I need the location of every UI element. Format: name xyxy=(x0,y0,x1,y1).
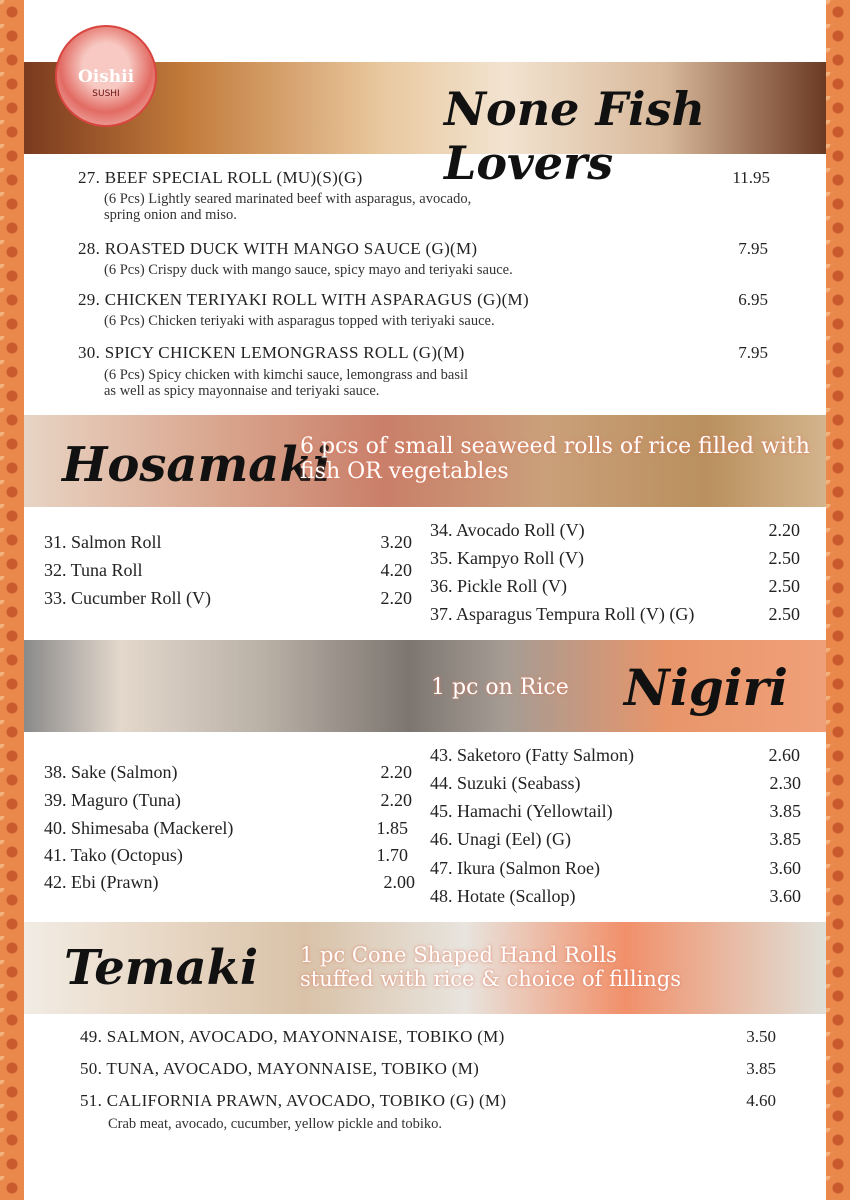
section-title-hosamaki: Hosamaki xyxy=(62,437,331,493)
menu-item-description: (6 Pcs) Spicy chicken with kimchi sauce, lemongrass and basil xyxy=(104,367,469,383)
menu-item-name: 40. Shimesaba (Mackerel) xyxy=(44,818,234,838)
menu-item-description: (6 Pcs) Crispy duck with mango sauce, spicy mayo and teriyaki sauce. xyxy=(104,262,513,278)
menu-item-name: 42. Ebi (Prawn) xyxy=(44,872,159,892)
menu-item-description: Crab meat, avocado, cucumber, yellow pickle and tobiko. xyxy=(108,1116,443,1132)
menu-item-price: 3.85 xyxy=(769,829,801,849)
menu-item-name: 49. SALMON, AVOCADO, MAYONNAISE, TOBIKO (M) xyxy=(80,1027,505,1046)
menu-item-name: 34. Avocado Roll (V) xyxy=(430,520,585,540)
menu-item-price: 2.50 xyxy=(768,576,800,596)
logo-name: Oishii xyxy=(77,67,135,87)
menu-item-name: 44. Suzuki (Seabass) xyxy=(430,773,581,793)
menu-item-description: as well as spicy mayonnaise and teriyaki sauce. xyxy=(104,383,380,399)
menu-item-name: 38. Sake (Salmon) xyxy=(44,762,178,782)
menu-item-name: 29. CHICKEN TERIYAKI ROLL WITH ASPARAGUS (G)(M) xyxy=(78,290,529,309)
menu-item-price: 2.00 xyxy=(383,872,415,892)
section-subtitle-line2: stuffed with rice & choice of fillings xyxy=(300,967,682,991)
menu-item-name: 43. Saketoro (Fatty Salmon) xyxy=(430,745,634,765)
menu-item-name: 35. Kampyo Roll (V) xyxy=(430,548,584,568)
menu-item-name: 39. Maguro (Tuna) xyxy=(44,790,181,810)
section-title-temaki: Temaki xyxy=(64,940,259,996)
menu-item-price: 2.50 xyxy=(768,604,800,624)
restaurant-logo xyxy=(55,25,157,127)
banner-nigiri xyxy=(24,640,826,732)
menu-item-price: 3.50 xyxy=(746,1027,776,1046)
menu-item-name: 36. Pickle Roll (V) xyxy=(430,576,567,596)
menu-item-price: 3.60 xyxy=(769,886,801,906)
menu-item-price: 2.20 xyxy=(380,762,412,782)
menu-item-price: 2.20 xyxy=(380,588,412,608)
section-subtitle: 1 pc on Rice xyxy=(431,675,569,700)
section-title-none-fish-lovers: None Fish Lovers xyxy=(444,82,705,190)
menu-item-price: 6.95 xyxy=(738,290,768,309)
menu-item-description: spring onion and miso. xyxy=(104,207,237,223)
menu-item-price: 2.20 xyxy=(768,520,800,540)
menu-item-price: 7.95 xyxy=(738,343,768,362)
menu-item-price: 11.95 xyxy=(732,168,770,187)
menu-item-price: 3.60 xyxy=(769,858,801,878)
menu-item-description: (6 Pcs) Lightly seared marinated beef with asparagus, avocado, xyxy=(104,191,472,207)
menu-item-name: 30. SPICY CHICKEN LEMONGRASS ROLL (G)(M) xyxy=(78,343,465,362)
logo-sub: SUSHI xyxy=(92,89,120,99)
menu-item-name: 37. Asparagus Tempura Roll (V) (G) xyxy=(430,604,695,624)
menu-item-name: 41. Tako (Octopus) xyxy=(44,845,183,865)
menu-item-name: 28. ROASTED DUCK WITH MANGO SAUCE (G)(M) xyxy=(78,239,478,258)
menu-item-price: 2.60 xyxy=(768,745,800,765)
menu-item-price: 4.20 xyxy=(380,560,412,580)
menu-item-price: 2.50 xyxy=(768,548,800,568)
banner-hosamaki xyxy=(24,415,826,507)
menu-item-price: 3.20 xyxy=(380,532,412,552)
menu-item-name: 31. Salmon Roll xyxy=(44,532,162,552)
menu-item-price: 4.60 xyxy=(746,1091,776,1110)
section-subtitle-line1: 1 pc Cone Shaped Hand Rolls xyxy=(300,943,617,967)
section-subtitle-line2: fish OR vegetables xyxy=(300,459,509,484)
menu-item-name: 46. Unagi (Eel) (G) xyxy=(430,829,571,849)
menu-item-name: 50. TUNA, AVOCADO, MAYONNAISE, TOBIKO (M) xyxy=(80,1059,480,1078)
menu-item-price: 7.95 xyxy=(738,239,768,258)
menu-item-name: 27. BEEF SPECIAL ROLL (MU)(S)(G) xyxy=(78,168,363,187)
banner-temaki xyxy=(24,922,826,1014)
menu-item-name: 48. Hotate (Scallop) xyxy=(430,886,576,906)
section-subtitle-line1: 6 pcs of small seaweed rolls of rice filled with xyxy=(300,434,810,459)
menu-item-name: 32. Tuna Roll xyxy=(44,560,143,580)
left-decorative-border xyxy=(0,0,24,1200)
menu-item-name: 51. CALIFORNIA PRAWN, AVOCADO, TOBIKO (G) (M) xyxy=(80,1091,507,1110)
menu-item-price: 1.70 xyxy=(376,845,408,865)
menu-item-price: 3.85 xyxy=(769,801,801,821)
menu-item-name: 45. Hamachi (Yellowtail) xyxy=(430,801,613,821)
section-title-nigiri: Nigiri xyxy=(624,658,788,717)
menu-item-price: 2.20 xyxy=(380,790,412,810)
right-decorative-border xyxy=(826,0,850,1200)
menu-item-price: 1.85 xyxy=(376,818,408,838)
menu-item-price: 3.85 xyxy=(746,1059,776,1078)
menu-item-description: (6 Pcs) Chicken teriyaki with asparagus topped with teriyaki sauce. xyxy=(104,313,495,329)
menu-item-name: 33. Cucumber Roll (V) xyxy=(44,588,211,608)
menu-item-price: 2.30 xyxy=(769,773,801,793)
menu-item-name: 47. Ikura (Salmon Roe) xyxy=(430,858,600,878)
